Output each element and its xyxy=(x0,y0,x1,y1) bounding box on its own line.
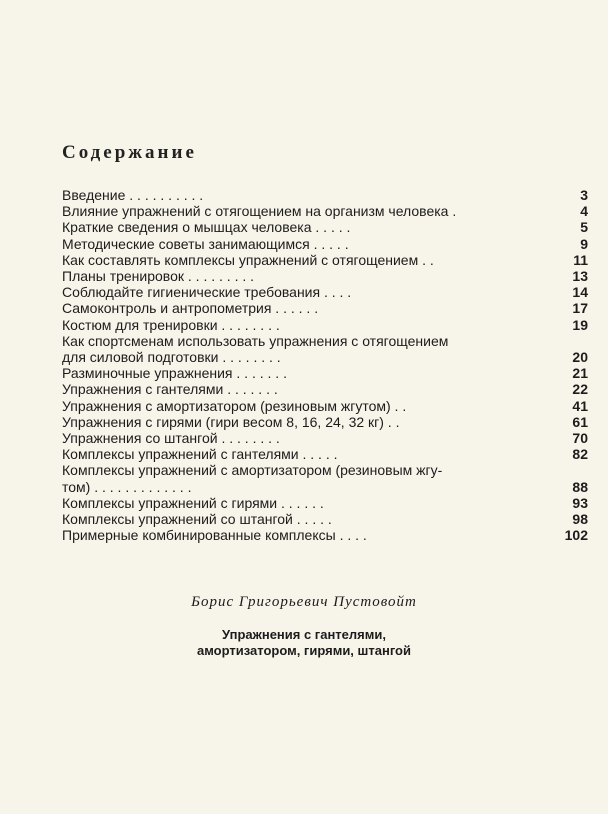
toc-entry-page: 17 xyxy=(572,300,588,317)
toc-entry-title: Комплексы упражнений с гантелями . . . . . xyxy=(62,446,338,463)
toc-entry-title: Соблюдайте гигиенические требования . . . . xyxy=(62,284,352,301)
toc-entry-page: 70 xyxy=(572,430,588,447)
toc-entry-page: 102 xyxy=(564,527,588,544)
toc-entry-title: Костюм для тренировки . . . . . . . . xyxy=(62,316,280,333)
toc-entry-title: Самоконтроль и антропометрия . . . . . . xyxy=(62,300,319,317)
toc-entry-title: Разминочные упражнения . . . . . . . xyxy=(62,365,287,382)
toc-entry xyxy=(62,398,588,414)
toc-entry-page: 61 xyxy=(572,413,588,430)
toc-entry xyxy=(62,365,588,381)
toc-entry-page: 88 xyxy=(572,478,588,495)
toc-entry xyxy=(62,219,588,235)
toc-entry-page: 82 xyxy=(572,446,588,463)
toc-entry xyxy=(62,236,588,252)
toc-entry xyxy=(62,414,588,430)
toc-entry xyxy=(62,446,588,462)
toc-entry-page: 11 xyxy=(573,251,588,268)
toc-entry-page: 93 xyxy=(572,494,588,511)
toc-entry-title: Планы тренировок . . . . . . . . . xyxy=(62,268,255,285)
toc-entry-page: 21 xyxy=(572,365,588,382)
toc-entry-title: Комплексы упражнений со штангой . . . . . xyxy=(62,511,332,528)
toc-entry-title: Упражнения со штангой . . . . . . . . xyxy=(62,430,280,447)
toc-entry-title: Как спортсменам использовать упражнения с отягощением для силовой подготовки . . . . . . . . xyxy=(62,332,449,366)
toc-entry xyxy=(62,203,588,219)
toc-entry-title: Комплексы упражнений с амортизатором (резиновым жгу- том) . . . . . . . . . . . . . xyxy=(62,462,443,495)
toc-entry-page: 13 xyxy=(572,268,588,285)
toc-entry-page: 14 xyxy=(572,284,588,301)
toc-entry-page: 19 xyxy=(572,316,588,333)
toc-entry-page: 98 xyxy=(572,511,588,528)
toc-entry-title: Примерные комбинированные комплексы . . . . xyxy=(62,527,367,544)
toc-entry xyxy=(62,300,588,316)
toc-entry xyxy=(62,527,588,543)
toc-entry-title: Краткие сведения о мышцах человека . . . . . xyxy=(62,219,351,236)
toc-entry xyxy=(62,268,588,284)
toc-entry-page: 41 xyxy=(572,397,588,414)
toc-entry-page: 3 xyxy=(580,187,588,203)
contents-heading: Содержание xyxy=(62,142,197,163)
toc-entry-page: 9 xyxy=(580,235,588,252)
toc-entry-page: 22 xyxy=(572,381,588,398)
toc-entry-title: Упражнения с гирями (гири весом 8, 16, 24, 32 кг) . . xyxy=(62,413,400,430)
toc-entry-page: 4 xyxy=(580,203,588,220)
author-name: Борис Григорьевич Пустовойт xyxy=(191,594,417,610)
toc-entry xyxy=(62,511,588,527)
toc-entry-page: 20 xyxy=(572,349,588,366)
table-of-contents xyxy=(62,187,588,543)
toc-entry-title: Как составлять комплексы упражнений с отягощением . . xyxy=(62,251,434,268)
toc-entry-page: 5 xyxy=(580,219,588,236)
toc-entry xyxy=(62,495,588,511)
toc-entry xyxy=(62,317,588,333)
toc-entry-title: Введение . . . . . . . . . . xyxy=(62,187,204,203)
toc-entry xyxy=(62,187,588,203)
toc-entry xyxy=(62,381,588,397)
toc-entry-title: Методические советы занимающимся . . . . . xyxy=(62,235,349,252)
toc-entry xyxy=(62,284,588,300)
toc-entry-title: Комплексы упражнений с гирями . . . . . . xyxy=(62,494,324,511)
toc-entry xyxy=(62,333,588,365)
toc-entry xyxy=(62,462,588,494)
toc-entry-title: Упражнения с амортизатором (резиновым жгутом) . . xyxy=(62,397,407,414)
toc-entry-title: Влияние упражнений с отягощением на организм человека . xyxy=(62,203,457,220)
toc-entry xyxy=(62,430,588,446)
toc-entry-title: Упражнения с гантелями . . . . . . . xyxy=(62,381,278,398)
toc-entry xyxy=(62,252,588,268)
book-title: Упражнения с гантелями, амортизатором, гирями, штангой xyxy=(196,627,411,658)
